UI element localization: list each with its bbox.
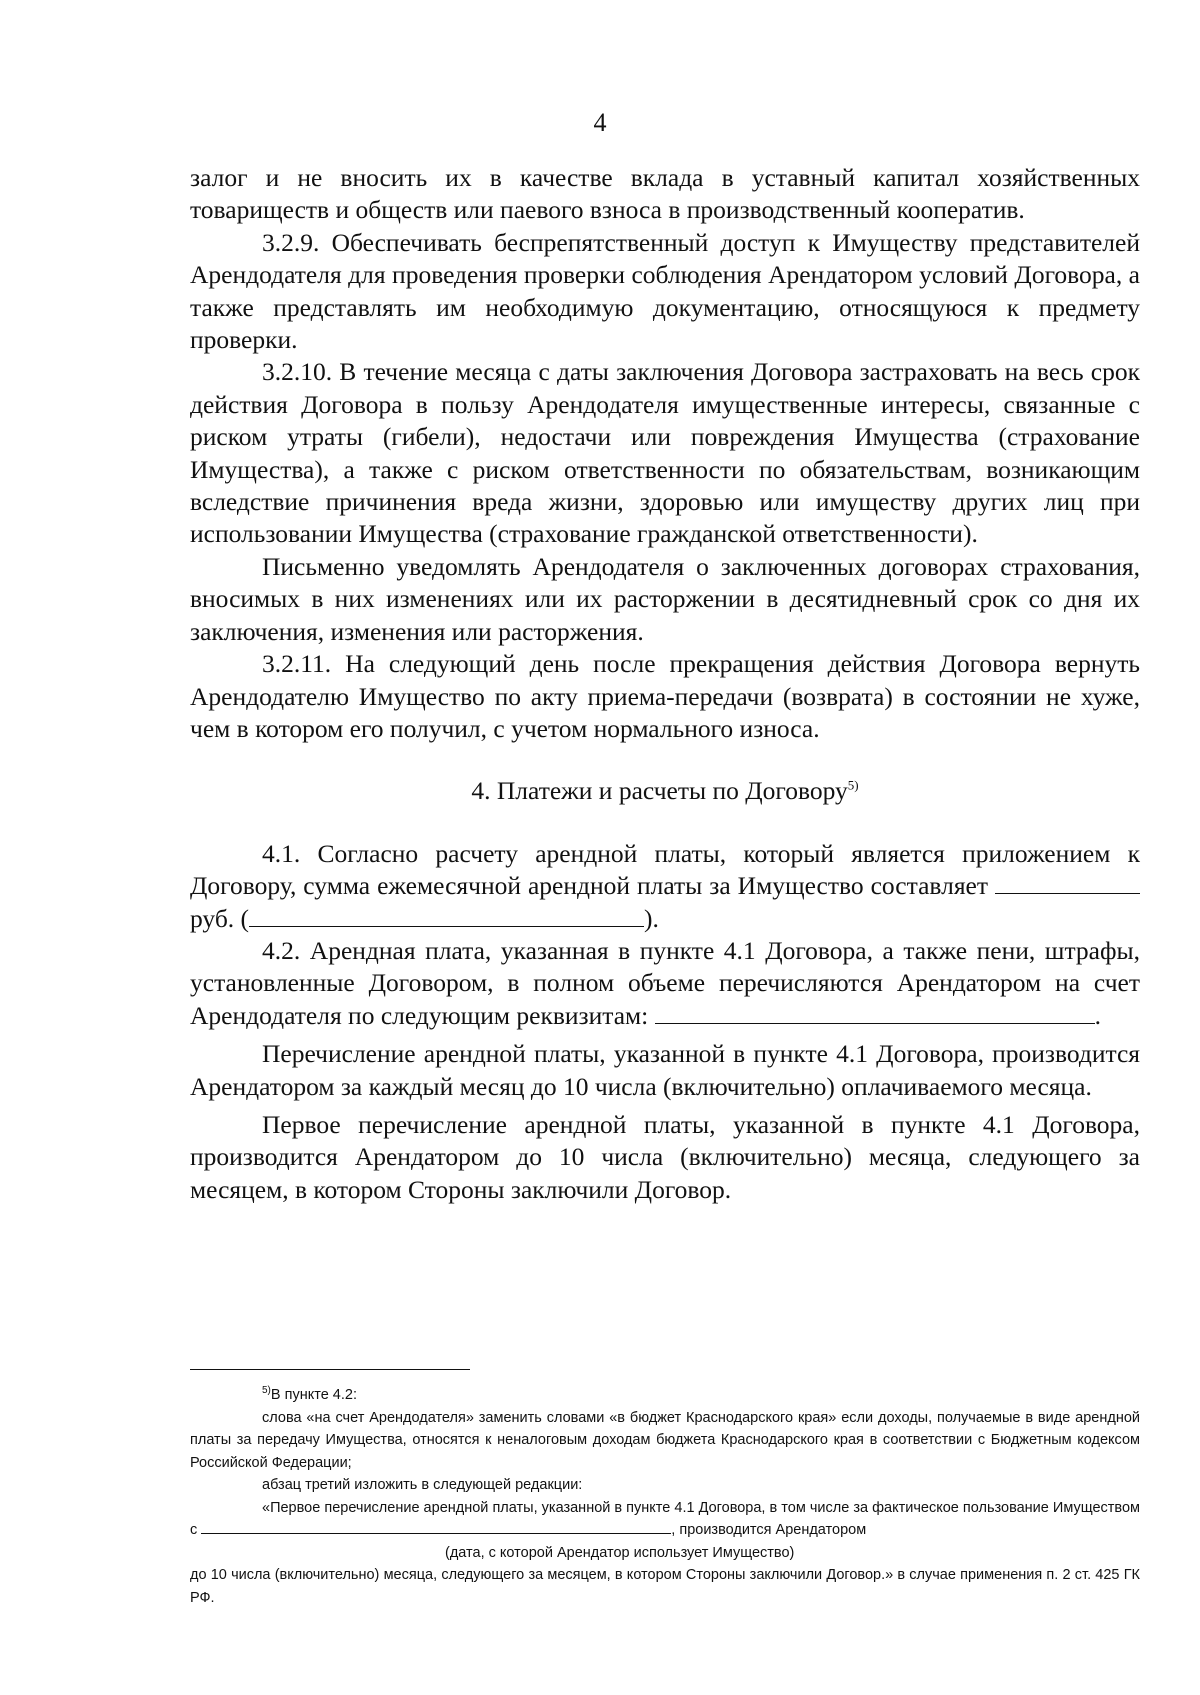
section-4-heading [190, 775, 1140, 807]
clause-4-1 [190, 838, 1140, 935]
footnotes [190, 1384, 1140, 1609]
rub-label: руб. ( [190, 903, 250, 933]
rent-amount-words-blank [249, 904, 644, 927]
main-text [190, 162, 1140, 1206]
section-4-heading-text: 4. Платежи и расчеты по Договору [471, 776, 848, 806]
requisites-blank [655, 1001, 1095, 1024]
page-number: 4 [593, 108, 607, 137]
paragraph-continuation: залог и не вносить их в качестве вклада в уставный капитал хозяйственных товариществ и обществ или паевого взноса в производственный кооператив. [190, 163, 1140, 225]
footnote-item-3-mid: , производится Арендатором [671, 1522, 867, 1538]
clause-3-2-11: 3.2.11. На следующий день после прекращения действия Договора вернуть Арендодателю Имущество по акту приема-передачи (возврата) в состоянии не хуже, чем в котором его получил, с учетом нормального износа. [190, 649, 1140, 743]
footnote-item-3-end: до 10 числа (включительно) месяца, следующего за месяцем, в котором Стороны заключили Договор.» в случае применения п. 2 ст. 425 ГК РФ. [190, 1567, 1140, 1606]
clause-4-2-text: 4.2. Арендная плата, указанная в пункте 4.1 Договора, а также пени, штрафы, установленные Договором, в полном объеме перечисляются Арендатором на счет Арендодателя по следующим реквизитам: [190, 935, 1140, 1030]
footnote-title [190, 1384, 1140, 1407]
clause-4-2-end: . [1094, 1000, 1102, 1030]
footnote-divider [190, 1369, 470, 1370]
footnote-title-text: В пункте 4.2: [270, 1387, 357, 1403]
footnote-item-2: абзац третий изложить в следующей редакции: [262, 1477, 583, 1493]
date-blank-caption: (дата, с которой Арендатор использует Имущество) [445, 1544, 795, 1561]
date-blank [201, 1519, 671, 1534]
footnote-ref: 5) [847, 777, 859, 793]
clause-4-2 [190, 935, 1140, 1032]
footnote-item-3-start: «Первое перечисление арендной платы, указанной в пункте 4.1 Договора, в том числе за фактическое пользование Имуществом с [190, 1499, 1140, 1538]
clause-3-2-10: 3.2.10. В течение месяца с даты заключения Договора застраховать на весь срок действия Договора в пользу Арендодателя имущественные интересы, связанные с риском утраты (гибели), недостачи или повреждения Имущества (страхование Имущества), а также с риском ответственности по обязательствам, возникающим вследствие причинения вреда жизни, здоровью или имуществу других лиц при использовании Имущества (страхование гражданской ответственности). [190, 357, 1140, 549]
clause-3-2-9: 3.2.9. Обеспечивать беспрепятственный доступ к Имуществу представителей Арендодателя для проведения проверки соблюдения Арендатором условий Договора, а также представлять им необходимую документацию, относящуюся к предмету проверки. [190, 227, 1140, 355]
clause-4-1-end: ). [644, 903, 659, 933]
footnote-item-3-caption-row [190, 1542, 1140, 1565]
first-payment-paragraph: Первое перечисление арендной платы, указанной в пункте 4.1 Договора, производится Арендатором до 10 числа (включительно) месяца, следующего за месяцем, в котором Стороны заключили Договор. [190, 1109, 1140, 1204]
footnote-marker: 5) [262, 1385, 271, 1397]
clause-4-1-text: 4.1. Согласно расчету арендной платы, который является приложением к Договору, сумма ежемесячной арендной платы за Имущество составляет [190, 838, 1140, 901]
payment-deadline-paragraph: Перечисление арендной платы, указанной в пункте 4.1 Договора, производится Арендатором за каждый месяц до 10 числа (включительно) оплачиваемого месяца. [190, 1039, 1140, 1101]
footnote-item-3 [190, 1497, 1140, 1542]
rent-amount-blank [995, 871, 1140, 894]
insurance-notice-paragraph: Письменно уведомлять Арендодателя о заключенных договорах страхования, вносимых в них изменениях или их расторжении в десятидневный срок со дня их заключения, изменения или расторжения. [190, 551, 1140, 646]
footnote-item-1: слова «на счет Арендодателя» заменить словами «в бюджет Краснодарского края» если доходы, получаемые в виде арендной платы за передачу Имущества, относятся к неналоговым доходам бюджета Краснодарского края в соответствии с Бюджетным кодексом Российской Федерации; [190, 1409, 1140, 1471]
